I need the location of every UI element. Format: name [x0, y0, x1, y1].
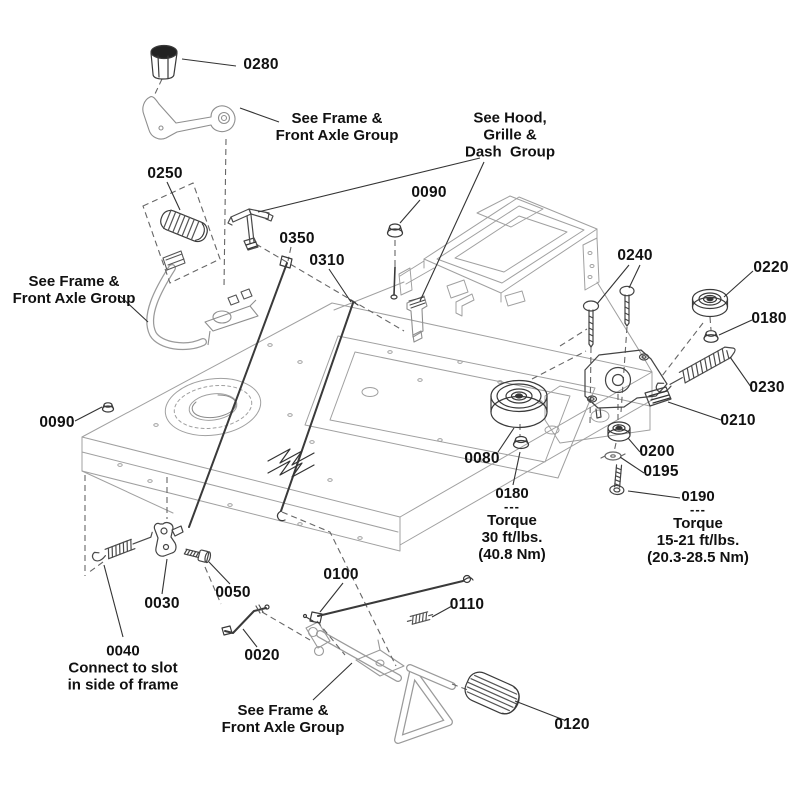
part-label-0350: 0350 — [279, 230, 315, 247]
part-label-0090-left: 0090 — [39, 414, 75, 431]
brake-pin-bracket-drawing — [228, 209, 273, 250]
note-torque-right-line-0: 0190 — [681, 488, 715, 505]
bolt-0050-drawing — [184, 546, 212, 563]
part-label-0220: 0220 — [753, 259, 789, 276]
spring-0040-drawing — [91, 530, 155, 563]
washer-0195-drawing — [601, 452, 625, 460]
note-frame-axle-top-line-1: Front Axle Group — [275, 127, 399, 144]
pedal-shaft-mechanism-drawing — [205, 289, 258, 345]
part-label-0195: 0195 — [643, 463, 679, 480]
note-connect-slot-line-0: 0040 — [106, 642, 140, 660]
note-torque-center-line-4: (40.8 Nm) — [478, 546, 546, 563]
note-torque-center-line-3: 30 ft/lbs. — [481, 529, 543, 546]
nut-0180-center-drawing — [514, 437, 529, 449]
part-label-0230: 0230 — [749, 379, 785, 396]
part-label-0310: 0310 — [309, 252, 345, 269]
knob-0280-drawing — [151, 46, 177, 80]
leader-lines — [75, 59, 756, 720]
part-label-0180-right: 0180 — [751, 310, 787, 327]
part-label-0250: 0250 — [147, 165, 183, 182]
note-frame-axle-bottom-line-0: See Frame & — [237, 702, 329, 719]
part-label-0030: 0030 — [144, 595, 180, 612]
pedal-pad-0250-drawing — [158, 208, 210, 245]
note-hood-grille-dash-line-2: Dash Group — [464, 143, 556, 161]
note-frame-axle-top-line-0: See Frame & — [291, 110, 383, 127]
note-torque-center-line-0: 0180 — [495, 485, 529, 502]
nut-0090-left-drawing — [103, 403, 114, 412]
part-label-0090-top: 0090 — [411, 184, 447, 201]
grip-0120-drawing — [461, 668, 523, 718]
note-torque-right-line-2: Torque — [673, 515, 723, 532]
rod-0310-drawing — [277, 299, 358, 521]
rod-0100-drawing — [304, 576, 474, 624]
callout-parts-drawing — [91, 46, 737, 719]
note-torque-center-line-1: --- — [504, 499, 520, 514]
left-lever-drawing — [150, 251, 203, 346]
nut-0090-top-drawing — [388, 224, 403, 237]
part-label-0110: 0110 — [449, 596, 485, 613]
bolt-0190-drawing — [610, 464, 627, 495]
note-connect-slot-line-1: Connect to slot — [68, 659, 178, 677]
part-label-0280: 0280 — [243, 56, 279, 73]
note-frame-axle-bottom-line-1: Front Axle Group — [221, 719, 345, 736]
bottom-pedal-assembly-drawing — [306, 622, 452, 740]
part-label-0050: 0050 — [215, 584, 251, 601]
seat-latch-drawing — [407, 296, 427, 342]
part-label-0200: 0200 — [639, 443, 675, 460]
note-torque-right-line-3: 15-21 ft/lbs. — [656, 532, 740, 549]
note-frame-axle-left-line-1: Front Axle Group — [12, 290, 136, 307]
pulley-0220-drawing — [693, 290, 728, 317]
spring-0110-drawing — [406, 611, 433, 625]
pulley-0200-drawing — [608, 422, 630, 441]
note-hood-grille-dash-line-0: See Hood, — [473, 109, 547, 127]
part-label-0080: 0080 — [464, 450, 500, 467]
part-label-0020: 0020 — [244, 647, 280, 664]
bracket-0030-drawing — [154, 523, 183, 557]
note-torque-center-line-2: Torque — [487, 512, 537, 529]
part-label-0120: 0120 — [554, 716, 590, 733]
note-frame-axle-left-line-0: See Frame & — [28, 273, 120, 290]
note-torque-right-line-4: (20.3-28.5 Nm) — [647, 549, 749, 566]
rod-0020-drawing — [222, 605, 269, 635]
note-torque-right-line-1: --- — [690, 502, 706, 517]
shift-arm-drawing — [143, 97, 235, 139]
note-hood-grille-dash-line-1: Grille & — [483, 126, 537, 144]
pulley-0080-drawing — [491, 381, 547, 428]
part-label-0210: 0210 — [720, 412, 756, 429]
part-label-0100: 0100 — [323, 566, 359, 583]
belt-zigzag-symbol — [268, 449, 314, 477]
part-label-0240: 0240 — [617, 247, 653, 264]
nut-0180-right-drawing — [704, 331, 718, 343]
note-connect-slot-line-2: in side of frame — [67, 676, 179, 694]
